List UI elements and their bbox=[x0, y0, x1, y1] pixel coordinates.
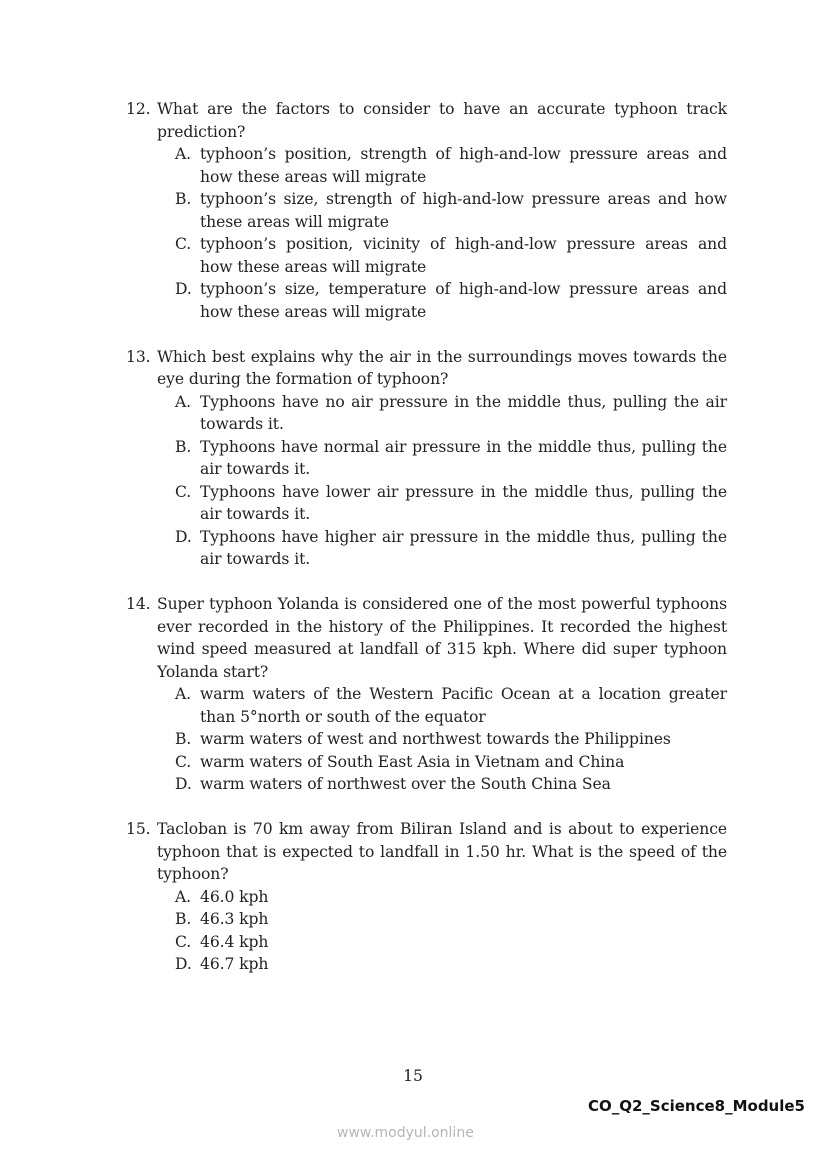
option-letter: B. bbox=[175, 437, 192, 456]
option-letter: C. bbox=[175, 752, 192, 771]
options-list bbox=[175, 683, 727, 796]
option-text: 46.4 kph bbox=[200, 932, 269, 951]
option-text: warm waters of northwest over the South China Sea bbox=[200, 775, 611, 793]
option-letter: D. bbox=[175, 280, 192, 298]
options-list bbox=[175, 143, 727, 323]
option-letter: A. bbox=[175, 392, 192, 411]
option-letter: A. bbox=[175, 685, 192, 703]
option-text: Typhoons have higher air pressure in the middle thus, pulling the air towards it. bbox=[200, 527, 727, 568]
option-c bbox=[175, 233, 727, 278]
option-letter: A. bbox=[175, 887, 192, 906]
module-code: CO_Q2_Science8_Module5 bbox=[587, 1097, 805, 1115]
question-text: What are the factors to consider to have an accurate typhoon track prediction? bbox=[157, 100, 727, 141]
options-list bbox=[175, 886, 727, 976]
option-letter: B. bbox=[175, 730, 192, 748]
option-d bbox=[175, 526, 727, 571]
option-text: warm waters of South East Asia in Vietnam and China bbox=[200, 752, 625, 771]
option-text: typhoon’s size, temperature of high-and-low pressure areas and how these areas will migrate bbox=[200, 280, 727, 321]
option-text: warm waters of the Western Pacific Ocean at a location greater than 5°north or south of the equator bbox=[200, 685, 727, 726]
options-list bbox=[175, 391, 727, 571]
option-letter: D. bbox=[175, 775, 192, 793]
option-b bbox=[175, 436, 727, 481]
option-text: typhoon’s position, strength of high-and-low pressure areas and how these areas will migrate bbox=[200, 145, 727, 186]
option-b bbox=[175, 728, 727, 751]
question-text: Tacloban is 70 km away from Biliran Island and is about to experience typhoon that is expected to landfall in 1.50 hr. What is the speed of the typhoon? bbox=[157, 820, 727, 883]
option-d bbox=[175, 773, 727, 796]
option-a bbox=[175, 683, 727, 728]
option-letter: D. bbox=[175, 955, 192, 973]
question-number: 13. bbox=[126, 347, 151, 366]
question-14 bbox=[126, 593, 727, 796]
option-text: 46.3 kph bbox=[200, 910, 269, 928]
option-text: Typhoons have lower air pressure in the middle thus, pulling the air towards it. bbox=[200, 482, 727, 523]
question-number: 14. bbox=[126, 595, 151, 613]
option-d bbox=[175, 953, 727, 976]
option-a bbox=[175, 886, 727, 909]
option-text: warm waters of west and northwest towards the Philippines bbox=[200, 730, 671, 748]
option-letter: D. bbox=[175, 527, 192, 546]
question-number: 12. bbox=[126, 100, 151, 118]
option-b bbox=[175, 908, 727, 931]
question-number: 15. bbox=[126, 820, 151, 838]
watermark: www.modyul.online bbox=[337, 1125, 474, 1141]
question-12 bbox=[126, 98, 727, 323]
question-list bbox=[126, 98, 727, 998]
option-a bbox=[175, 391, 727, 436]
option-letter: B. bbox=[175, 190, 192, 208]
option-letter: C. bbox=[175, 932, 192, 951]
option-letter: C. bbox=[175, 235, 192, 253]
option-text: 46.0 kph bbox=[200, 887, 269, 906]
option-letter: B. bbox=[175, 910, 192, 928]
question-13 bbox=[126, 346, 727, 571]
option-c bbox=[175, 931, 727, 954]
question-text: Super typhoon Yolanda is considered one of the most powerful typhoons ever recorded in the history of the Philippines. It recorded the highest wind speed measured at landfall of 315 kph. Where did super typhoon Yolanda start? bbox=[157, 595, 727, 681]
option-d bbox=[175, 278, 727, 323]
option-a bbox=[175, 143, 727, 188]
option-text: Typhoons have no air pressure in the middle thus, pulling the air towards it. bbox=[200, 392, 727, 433]
page-number: 15 bbox=[403, 1067, 423, 1085]
option-text: 46.7 kph bbox=[200, 955, 269, 973]
option-c bbox=[175, 481, 727, 526]
option-text: Typhoons have normal air pressure in the middle thus, pulling the air towards it. bbox=[200, 437, 727, 478]
question-15 bbox=[126, 818, 727, 976]
question-text: Which best explains why the air in the surroundings moves towards the eye during the formation of typhoon? bbox=[157, 347, 727, 388]
option-b bbox=[175, 188, 727, 233]
option-letter: C. bbox=[175, 482, 192, 501]
option-text: typhoon’s size, strength of high-and-low pressure areas and how these areas will migrate bbox=[200, 190, 727, 231]
option-text: typhoon’s position, vicinity of high-and-low pressure areas and how these areas will migrate bbox=[200, 235, 727, 276]
option-c bbox=[175, 751, 727, 774]
option-letter: A. bbox=[175, 145, 192, 163]
